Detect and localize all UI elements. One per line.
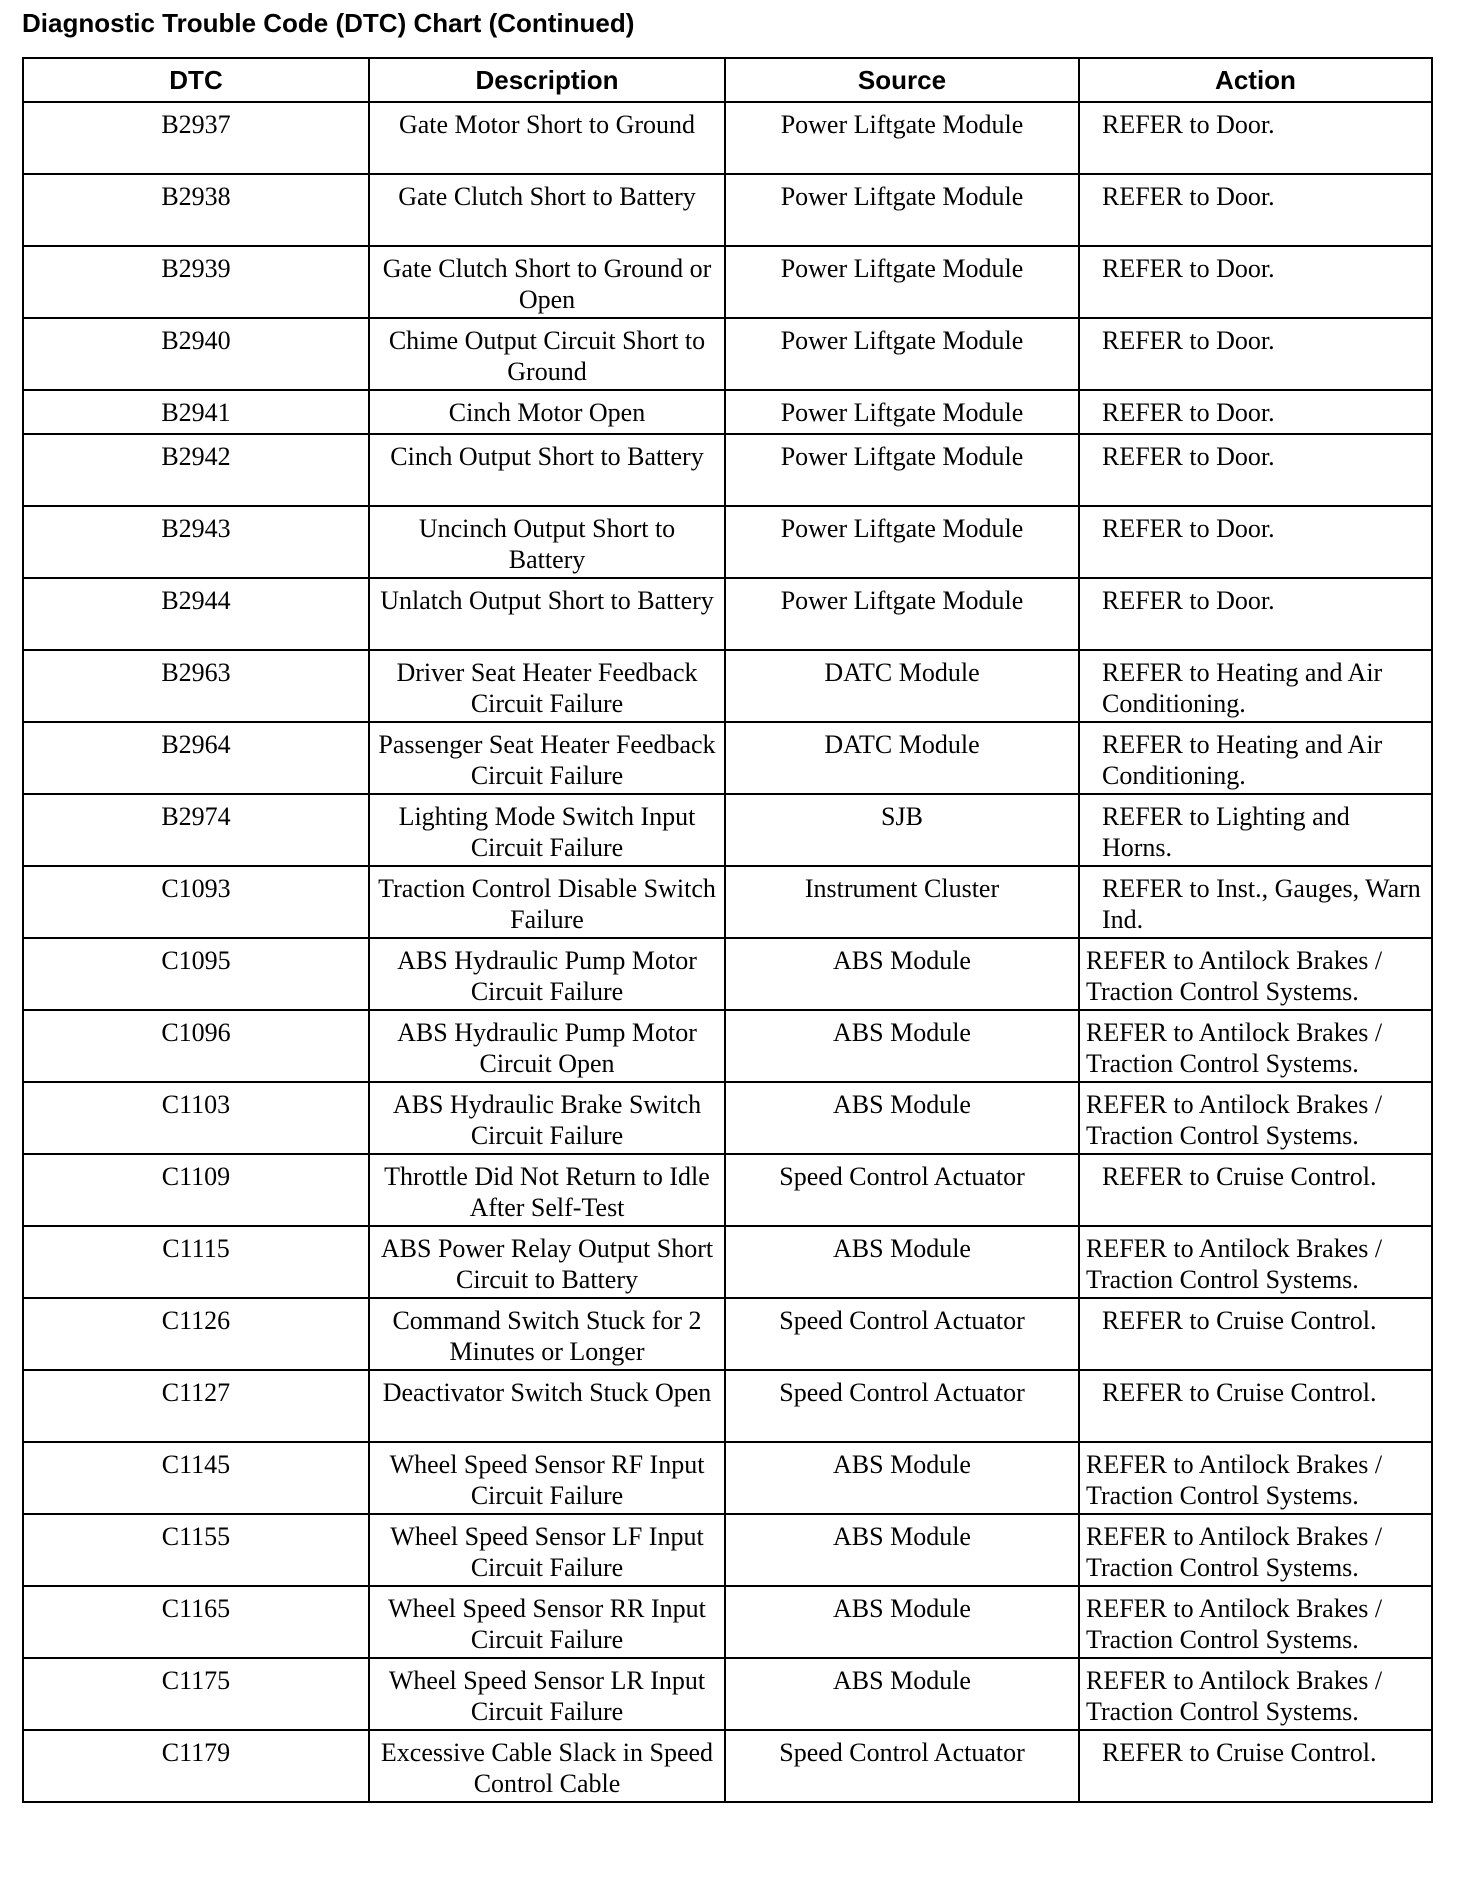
cell-description: Wheel Speed Sensor RR Input Circuit Failure: [369, 1586, 725, 1658]
cell-source: ABS Module: [725, 1226, 1079, 1298]
cell-source: Speed Control Actuator: [725, 1370, 1079, 1442]
cell-source: Power Liftgate Module: [725, 434, 1079, 506]
cell-dtc: C1165: [23, 1586, 369, 1658]
cell-description: Lighting Mode Switch Input Circuit Failure: [369, 794, 725, 866]
cell-action: REFER to Door.: [1079, 318, 1432, 390]
cell-description: ABS Hydraulic Pump Motor Circuit Failure: [369, 938, 725, 1010]
cell-action: REFER to Lighting and Horns.: [1079, 794, 1432, 866]
cell-source: Power Liftgate Module: [725, 578, 1079, 650]
table-row: [23, 1154, 1432, 1226]
cell-source: Instrument Cluster: [725, 866, 1079, 938]
cell-action: REFER to Antilock Brakes / Traction Control Systems.: [1079, 1658, 1432, 1730]
cell-source: SJB: [725, 794, 1079, 866]
cell-action: REFER to Door.: [1079, 434, 1432, 506]
table-row: [23, 794, 1432, 866]
page-title: Diagnostic Trouble Code (DTC) Chart (Continued): [22, 8, 635, 38]
cell-source: ABS Module: [725, 1586, 1079, 1658]
header-description: Description: [369, 58, 725, 102]
cell-description: Chime Output Circuit Short to Ground: [369, 318, 725, 390]
header-action: Action: [1079, 58, 1432, 102]
cell-source: ABS Module: [725, 1082, 1079, 1154]
cell-dtc: C1126: [23, 1298, 369, 1370]
cell-dtc: C1127: [23, 1370, 369, 1442]
cell-dtc: C1115: [23, 1226, 369, 1298]
cell-description: Uncinch Output Short to Battery: [369, 506, 725, 578]
cell-dtc: C1093: [23, 866, 369, 938]
cell-source: Speed Control Actuator: [725, 1298, 1079, 1370]
cell-action: REFER to Antilock Brakes / Traction Control Systems.: [1079, 1514, 1432, 1586]
cell-source: Power Liftgate Module: [725, 174, 1079, 246]
cell-dtc: B2941: [23, 390, 369, 434]
cell-description: Cinch Motor Open: [369, 390, 725, 434]
cell-dtc: C1145: [23, 1442, 369, 1514]
table-row: [23, 318, 1432, 390]
dtc-table: [22, 57, 1433, 1803]
cell-description: Passenger Seat Heater Feedback Circuit Failure: [369, 722, 725, 794]
cell-action: REFER to Cruise Control.: [1079, 1370, 1432, 1442]
header-source: Source: [725, 58, 1079, 102]
cell-dtc: B2938: [23, 174, 369, 246]
cell-description: Wheel Speed Sensor LR Input Circuit Failure: [369, 1658, 725, 1730]
cell-action: REFER to Door.: [1079, 506, 1432, 578]
table-row: [23, 1298, 1432, 1370]
cell-source: Power Liftgate Module: [725, 246, 1079, 318]
cell-dtc: B2942: [23, 434, 369, 506]
cell-dtc: C1109: [23, 1154, 369, 1226]
header-dtc: DTC: [23, 58, 369, 102]
cell-description: Gate Clutch Short to Battery: [369, 174, 725, 246]
cell-action: REFER to Antilock Brakes / Traction Control Systems.: [1079, 1010, 1432, 1082]
cell-dtc: B2943: [23, 506, 369, 578]
table-row: [23, 434, 1432, 506]
cell-description: Deactivator Switch Stuck Open: [369, 1370, 725, 1442]
cell-action: REFER to Door.: [1079, 390, 1432, 434]
cell-dtc: C1095: [23, 938, 369, 1010]
table-row: [23, 1226, 1432, 1298]
cell-dtc: C1179: [23, 1730, 369, 1802]
table-row: [23, 246, 1432, 318]
table-row: [23, 390, 1432, 434]
table-row: [23, 1658, 1432, 1730]
cell-action: REFER to Inst., Gauges, Warn Ind.: [1079, 866, 1432, 938]
table-row: [23, 102, 1432, 174]
cell-dtc: B2944: [23, 578, 369, 650]
cell-action: REFER to Door.: [1079, 246, 1432, 318]
cell-source: Power Liftgate Module: [725, 506, 1079, 578]
cell-description: Throttle Did Not Return to Idle After Self-Test: [369, 1154, 725, 1226]
table-row: [23, 506, 1432, 578]
cell-dtc: B2940: [23, 318, 369, 390]
cell-action: REFER to Heating and Air Conditioning.: [1079, 722, 1432, 794]
cell-dtc: B2939: [23, 246, 369, 318]
cell-description: ABS Hydraulic Brake Switch Circuit Failure: [369, 1082, 725, 1154]
cell-dtc: B2937: [23, 102, 369, 174]
cell-description: Gate Clutch Short to Ground or Open: [369, 246, 725, 318]
cell-dtc: B2963: [23, 650, 369, 722]
cell-dtc: C1096: [23, 1010, 369, 1082]
cell-description: ABS Power Relay Output Short Circuit to Battery: [369, 1226, 725, 1298]
table-row: [23, 578, 1432, 650]
cell-action: REFER to Door.: [1079, 102, 1432, 174]
table-row: [23, 174, 1432, 246]
cell-source: ABS Module: [725, 1442, 1079, 1514]
cell-description: Cinch Output Short to Battery: [369, 434, 725, 506]
cell-source: ABS Module: [725, 1010, 1079, 1082]
cell-source: Speed Control Actuator: [725, 1730, 1079, 1802]
cell-dtc: B2974: [23, 794, 369, 866]
cell-source: DATC Module: [725, 650, 1079, 722]
cell-source: DATC Module: [725, 722, 1079, 794]
cell-action: REFER to Antilock Brakes / Traction Control Systems.: [1079, 938, 1432, 1010]
table-row: [23, 1010, 1432, 1082]
cell-action: REFER to Antilock Brakes / Traction Control Systems.: [1079, 1226, 1432, 1298]
table-row: [23, 1370, 1432, 1442]
table-header-row: [23, 58, 1432, 102]
table-row: [23, 1730, 1432, 1802]
cell-dtc: C1155: [23, 1514, 369, 1586]
table-row: [23, 866, 1432, 938]
table-row: [23, 1514, 1432, 1586]
cell-source: ABS Module: [725, 1514, 1079, 1586]
cell-action: REFER to Cruise Control.: [1079, 1730, 1432, 1802]
cell-description: Command Switch Stuck for 2 Minutes or Longer: [369, 1298, 725, 1370]
cell-source: Power Liftgate Module: [725, 102, 1079, 174]
cell-dtc: B2964: [23, 722, 369, 794]
cell-action: REFER to Antilock Brakes / Traction Control Systems.: [1079, 1586, 1432, 1658]
cell-description: Unlatch Output Short to Battery: [369, 578, 725, 650]
cell-description: Gate Motor Short to Ground: [369, 102, 725, 174]
cell-action: REFER to Cruise Control.: [1079, 1154, 1432, 1226]
cell-description: ABS Hydraulic Pump Motor Circuit Open: [369, 1010, 725, 1082]
cell-action: REFER to Heating and Air Conditioning.: [1079, 650, 1432, 722]
table-row: [23, 938, 1432, 1010]
cell-action: REFER to Antilock Brakes / Traction Control Systems.: [1079, 1442, 1432, 1514]
cell-source: ABS Module: [725, 1658, 1079, 1730]
cell-dtc: C1103: [23, 1082, 369, 1154]
table-row: [23, 722, 1432, 794]
cell-description: Traction Control Disable Switch Failure: [369, 866, 725, 938]
table-row: [23, 1082, 1432, 1154]
cell-description: Wheel Speed Sensor RF Input Circuit Failure: [369, 1442, 725, 1514]
cell-action: REFER to Antilock Brakes / Traction Control Systems.: [1079, 1082, 1432, 1154]
cell-description: Driver Seat Heater Feedback Circuit Failure: [369, 650, 725, 722]
table-row: [23, 650, 1432, 722]
cell-source: Power Liftgate Module: [725, 318, 1079, 390]
cell-source: Speed Control Actuator: [725, 1154, 1079, 1226]
cell-action: REFER to Door.: [1079, 578, 1432, 650]
cell-description: Excessive Cable Slack in Speed Control Cable: [369, 1730, 725, 1802]
cell-action: REFER to Cruise Control.: [1079, 1298, 1432, 1370]
cell-source: ABS Module: [725, 938, 1079, 1010]
table-row: [23, 1442, 1432, 1514]
cell-action: REFER to Door.: [1079, 174, 1432, 246]
cell-source: Power Liftgate Module: [725, 390, 1079, 434]
cell-description: Wheel Speed Sensor LF Input Circuit Failure: [369, 1514, 725, 1586]
cell-dtc: C1175: [23, 1658, 369, 1730]
table-row: [23, 1586, 1432, 1658]
